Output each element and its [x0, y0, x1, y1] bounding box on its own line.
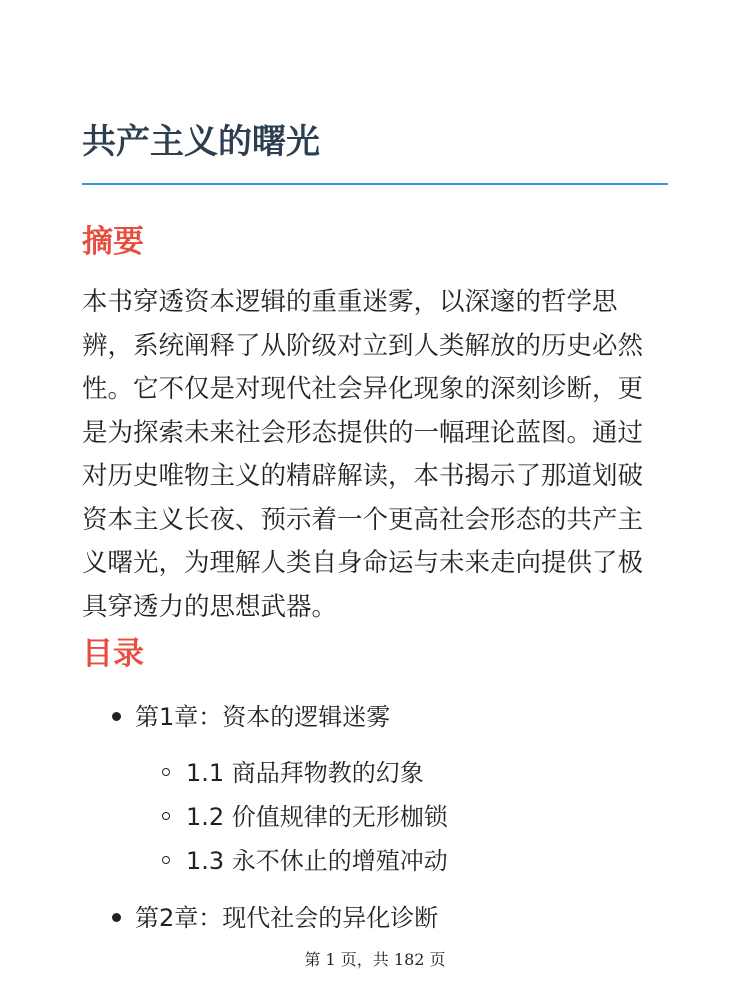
toc-chapter-label: 第1章：资本的逻辑迷雾 — [135, 703, 391, 731]
toc-section-label: 1.3 永不休止的增殖冲动 — [186, 847, 448, 875]
toc-section-label: 1.2 价值规律的无形枷锁 — [186, 803, 448, 831]
bullet-disc-icon — [112, 913, 121, 922]
toc-section-item[interactable] — [162, 844, 448, 878]
toc-section-item[interactable] — [162, 756, 424, 790]
toc-chapter-label: 第2章：现代社会的异化诊断 — [135, 904, 439, 932]
abstract-line: 资本主义长夜、预示着一个更高社会形态的共产主 — [82, 504, 644, 535]
title-divider — [82, 183, 668, 185]
document-title: 共产主义的曙光 — [82, 122, 320, 162]
abstract-line: 本书穿透资本逻辑的重重迷雾，以深邃的哲学思 — [82, 287, 618, 317]
bullet-circle-icon — [162, 856, 170, 864]
toc-chapter-item[interactable] — [112, 700, 390, 734]
abstract-line: 具穿透力的思想武器。 — [82, 591, 338, 622]
toc-chapter-item[interactable] — [112, 901, 438, 935]
abstract-line: 对历史唯物主义的精辟解读，本书揭示了那道划破 — [82, 461, 644, 491]
bullet-disc-icon — [112, 712, 121, 721]
bullet-circle-icon — [162, 768, 170, 776]
abstract-heading: 摘要 — [82, 224, 144, 260]
toc-section-label: 1.1 商品拜物教的幻象 — [186, 759, 424, 787]
abstract-line: 义曙光，为理解人类自身命运与未来走向提供了极 — [82, 548, 644, 578]
toc-section-item[interactable] — [162, 800, 448, 834]
abstract-line: 是为探索未来社会形态提供的一幅理论蓝图。通过 — [82, 417, 644, 448]
abstract-line: 性。它不仅是对现代社会异化现象的深刻诊断，更 — [82, 374, 644, 404]
toc-heading: 目录 — [82, 636, 144, 672]
bullet-circle-icon — [162, 812, 170, 820]
abstract-line: 辨，系统阐释了从阶级对立到人类解放的历史必然 — [82, 330, 644, 361]
page-number-indicator: 第 1 页，共 182 页 — [304, 950, 446, 969]
abstract-paragraph — [82, 281, 672, 629]
